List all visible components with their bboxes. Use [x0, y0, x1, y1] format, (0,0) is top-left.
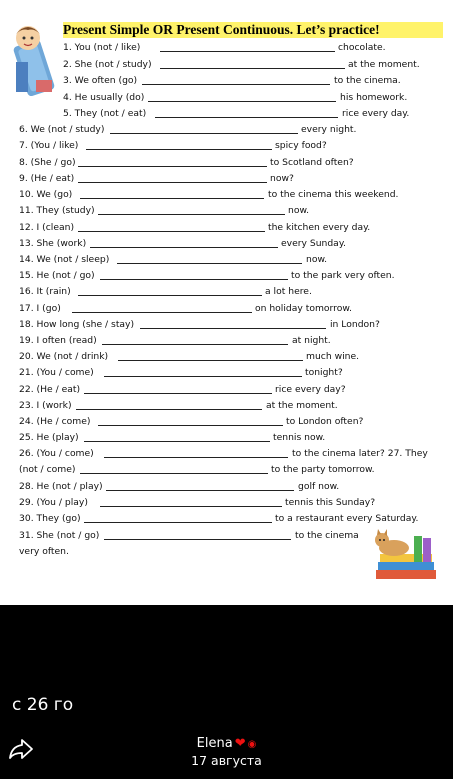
exercise-ending: rice every day?: [275, 384, 346, 395]
exercise-row: [0, 41, 453, 54]
exercise-ending: now.: [288, 205, 310, 216]
exercise-prompt: 13. She (work): [19, 238, 87, 249]
story-caption: с 26 го: [12, 695, 74, 715]
answer-blank: [118, 360, 303, 361]
exercise-ending: tennis now.: [273, 432, 326, 443]
exercise-ending: now?: [270, 173, 294, 184]
worksheet-title: Present Simple OR Present Continuous. Let’s practice!: [63, 22, 443, 38]
story-author[interactable]: [0, 736, 453, 751]
exercise-ending: every night.: [301, 124, 357, 135]
exercise-prompt: 17. I (go): [19, 303, 61, 314]
exercise-prompt: 30. They (go): [19, 513, 81, 524]
exercise-prompt: 7. (You / like): [19, 140, 79, 151]
answer-blank: [160, 51, 335, 52]
exercise-ending: at night.: [292, 335, 331, 346]
exercise-prompt: 3. We often (go): [63, 75, 138, 86]
exercise-ending: every Sunday.: [281, 238, 346, 249]
answer-blank: [102, 344, 288, 345]
answer-blank: [142, 84, 330, 85]
exercise-row: [0, 318, 453, 331]
answer-blank: [104, 457, 288, 458]
answer-blank: [104, 376, 302, 377]
exercise-row: [0, 269, 453, 282]
exercise-prompt: (not / come): [19, 464, 76, 475]
answer-blank: [155, 117, 338, 118]
exercise-ending: now.: [306, 254, 328, 265]
story-date: 17 августа: [191, 753, 262, 768]
exercise-prompt: 21. (You / come): [19, 367, 94, 378]
exercise-prompt: 31. She (not / go): [19, 530, 100, 541]
exercise-ending: to the cinema later? 27. They: [292, 448, 428, 459]
exercise-ending: chocolate.: [338, 42, 386, 53]
exercise-prompt: 19. I often (read): [19, 335, 97, 346]
exercise-ending: golf now.: [298, 481, 340, 492]
exercise-row: [0, 221, 453, 234]
answer-blank: [106, 490, 294, 491]
exercise-row: [0, 139, 453, 152]
exercise-ending: to London often?: [286, 416, 364, 427]
answer-blank: [86, 149, 272, 150]
red-heart-icon: ❤: [234, 736, 246, 751]
exercise-row: [0, 399, 453, 412]
answer-blank: [78, 166, 267, 167]
exercise-prompt: 20. We (not / drink): [19, 351, 109, 362]
exercise-ending: to a restaurant every Saturday.: [275, 513, 419, 524]
exercise-prompt: 28. He (not / play): [19, 481, 103, 492]
exercise-ending: a lot here.: [265, 286, 312, 297]
answer-blank: [100, 279, 288, 280]
exercise-ending: in London?: [330, 319, 380, 330]
exercise-ending: to Scotland often?: [270, 157, 354, 168]
answer-blank: [76, 409, 262, 410]
exercise-ending: tennis this Sunday?: [285, 497, 376, 508]
exercise-row: [0, 350, 453, 363]
exercise-ending: his homework.: [340, 92, 408, 103]
exercise-ending: on holiday tomorrow.: [255, 303, 352, 314]
exercise-row: [0, 285, 453, 298]
exercise-ending: to the cinema: [295, 530, 359, 541]
answer-blank: [98, 425, 283, 426]
answer-blank: [160, 68, 345, 69]
answer-blank: [84, 441, 270, 442]
exercise-prompt: 14. We (not / sleep): [19, 254, 110, 265]
answer-blank: [148, 101, 336, 102]
exercise-tail-text: very often.: [19, 546, 69, 557]
exercise-row: [0, 496, 453, 509]
exercise-row: [0, 156, 453, 169]
answer-blank: [104, 539, 291, 540]
exercise-row: [0, 172, 453, 185]
answer-blank: [117, 263, 302, 264]
answer-blank: [100, 506, 282, 507]
exercise-prompt: 12. I (clean): [19, 222, 75, 233]
exercise-ending: rice every day.: [342, 108, 410, 119]
exercise-row: [0, 237, 453, 250]
answer-blank: [110, 133, 298, 134]
exercise-ending: the kitchen every day.: [268, 222, 371, 233]
exercise-row: [0, 463, 453, 476]
exercise-row: [0, 58, 453, 71]
exercise-row: [0, 480, 453, 493]
cat-on-books-icon: [368, 526, 440, 584]
exercise-prompt: 22. (He / eat): [19, 384, 81, 395]
story-viewer-footer: [0, 605, 453, 779]
exercise-row: [0, 302, 453, 315]
answer-blank: [140, 328, 326, 329]
exercise-prompt: 15. He (not / go): [19, 270, 95, 281]
exercise-row: [0, 512, 453, 525]
exercise-row: [0, 366, 453, 379]
answer-blank: [78, 182, 267, 183]
exercise-prompt: 5. They (not / eat): [63, 108, 147, 119]
exercise-prompt: 6. We (not / study): [19, 124, 105, 135]
answer-blank: [98, 214, 285, 215]
answer-blank: [84, 393, 272, 394]
exercise-ending: to the cinema this weekend.: [268, 189, 399, 200]
answer-blank: [80, 473, 268, 474]
exercise-row: [0, 431, 453, 444]
exercise-row: [0, 107, 453, 120]
exercise-prompt: 8. (She / go): [19, 157, 76, 168]
exercise-ending: to the park very often.: [291, 270, 395, 281]
exercise-ending: at the moment.: [266, 400, 338, 411]
exercise-row: [0, 74, 453, 87]
exercise-prompt: 18. How long (she / stay): [19, 319, 135, 330]
exercise-ending: to the cinema.: [334, 75, 401, 86]
exercise-row: [0, 383, 453, 396]
exercise-ending: at the moment.: [348, 59, 420, 70]
exercise-row: [0, 415, 453, 428]
exercise-row: [0, 447, 453, 460]
exercise-prompt: 11. They (study): [19, 205, 95, 216]
exercise-ending: tonight?: [305, 367, 343, 378]
exercise-prompt: 16. It (rain): [19, 286, 71, 297]
exercise-row: [0, 334, 453, 347]
exercise-prompt: 1. You (not / like): [63, 42, 141, 53]
exercise-prompt: 4. He usually (do): [63, 92, 145, 103]
exercise-prompt: 9. (He / eat): [19, 173, 75, 184]
exercise-prompt: 24. (He / come): [19, 416, 91, 427]
answer-blank: [78, 231, 265, 232]
exercise-prompt: 29. (You / play): [19, 497, 88, 508]
exercise-row: [0, 91, 453, 104]
author-name: Elena: [196, 736, 233, 751]
answer-blank: [90, 247, 278, 248]
exercise-row: [0, 188, 453, 201]
exercise-ending: much wine.: [306, 351, 360, 362]
exercise-prompt: 26. (You / come): [19, 448, 94, 459]
answer-blank: [80, 198, 264, 199]
exercise-row: [0, 253, 453, 266]
kiss-mark-icon: ◉: [247, 739, 257, 750]
exercise-ending: spicy food?: [275, 140, 327, 151]
exercise-row: [0, 123, 453, 136]
exercise-prompt: 10. We (go): [19, 189, 73, 200]
answer-blank: [72, 312, 252, 313]
exercise-prompt: 23. I (work): [19, 400, 72, 411]
exercise-prompt: 25. He (play): [19, 432, 79, 443]
exercise-row: [0, 204, 453, 217]
answer-blank: [84, 522, 272, 523]
exercise-ending: to the party tomorrow.: [271, 464, 375, 475]
answer-blank: [78, 295, 262, 296]
exercise-prompt: 2. She (not / study): [63, 59, 152, 70]
